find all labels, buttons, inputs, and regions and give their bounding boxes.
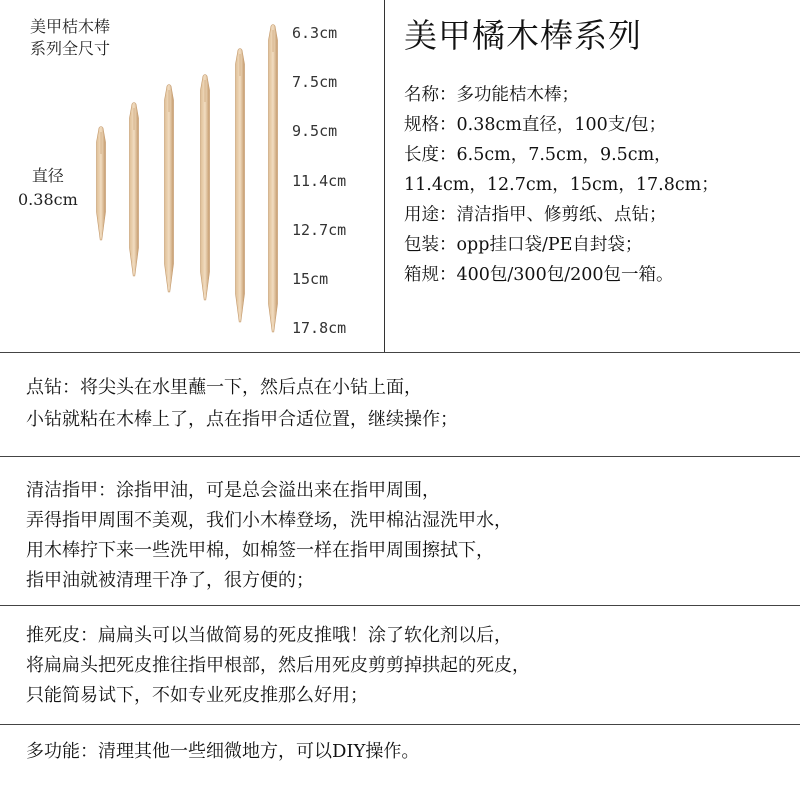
section-divider — [0, 456, 800, 457]
diameter-label-line-1: 直径 — [31, 166, 64, 185]
usage-dotting-line: 小钻就粘在木棒上了，点在指甲合适位置，继续操作； — [26, 409, 458, 430]
size-label-15: 15cm — [292, 270, 329, 288]
usage-cuticle-line: 推死皮：扁扁头可以当做简易的死皮推哦！涂了软化剂以后， — [26, 625, 512, 646]
size-label-7-5: 7.5cm — [292, 73, 338, 91]
size-series-title-line-2: 系列全尺寸 — [30, 39, 111, 58]
usage-dotting-section — [26, 372, 786, 436]
spec-line: 名称：多功能桔木棒； — [404, 85, 579, 105]
usage-cleaning-line: 清洁指甲：涂指甲油，可是总会溢出来在指甲周围， — [26, 480, 440, 501]
usage-cleaning-line: 弄得指甲周围不美观，我们小木棒登场，洗甲棉沾湿洗甲水， — [26, 510, 512, 531]
usage-multipurpose-section — [26, 737, 786, 767]
usage-dotting-line: 点钻：将尖头在水里蘸一下，然后点在小钻上面， — [26, 377, 422, 398]
size-label-9-5: 9.5cm — [292, 122, 338, 140]
diameter-label-line-2: 0.38cm — [18, 190, 78, 209]
top-section — [0, 0, 800, 352]
usage-cleaning-line: 指甲油就被清理干净了，很方便的； — [26, 570, 314, 591]
usage-cuticle-line: 将扁扁头把死皮推往指甲根部，然后用死皮剪剪掉拱起的死皮， — [26, 655, 530, 676]
spec-line: 包装：opp挂口袋/PE自封袋； — [404, 235, 643, 255]
orangewood-stick — [201, 75, 210, 301]
section-divider — [0, 724, 800, 725]
size-label-6-3: 6.3cm — [292, 24, 338, 42]
size-label-17-8: 17.8cm — [292, 319, 347, 337]
usage-cuticle-section — [26, 621, 786, 711]
usage-cleaning-section — [26, 476, 786, 596]
usage-cuticle-line: 只能简易试下，不如专业死皮推那么好用； — [26, 685, 368, 706]
orangewood-stick — [236, 49, 245, 323]
usage-cleaning-line: 用木棒拧下来一些洗甲棉，如棉签一样在指甲周围擦拭下， — [26, 540, 494, 561]
spec-line: 箱规：400包/300包/200包一箱。 — [404, 265, 674, 285]
spec-list — [404, 80, 794, 290]
spec-line: 规格：0.38cm直径，100支/包； — [404, 115, 667, 135]
spec-line: 用途：清洁指甲、修剪纸、点钻； — [404, 205, 667, 225]
usage-multipurpose-line: 多功能：清理其他一些细微地方，可以DIY操作。 — [26, 741, 420, 762]
product-title: 美甲橘木棒系列 — [404, 16, 642, 55]
spec-line: 11.4cm，12.7cm，15cm，17.8cm； — [404, 175, 719, 195]
size-series-title-line-1: 美甲桔木棒 — [30, 17, 111, 36]
section-divider — [0, 352, 800, 353]
size-label-11-4: 11.4cm — [292, 172, 347, 190]
orangewood-stick — [269, 25, 278, 333]
vertical-divider — [384, 0, 385, 352]
section-divider — [0, 605, 800, 606]
orangewood-stick — [165, 85, 174, 293]
size-label-12-7: 12.7cm — [292, 221, 347, 239]
spec-line: 长度：6.5cm，7.5cm，9.5cm， — [404, 145, 672, 165]
